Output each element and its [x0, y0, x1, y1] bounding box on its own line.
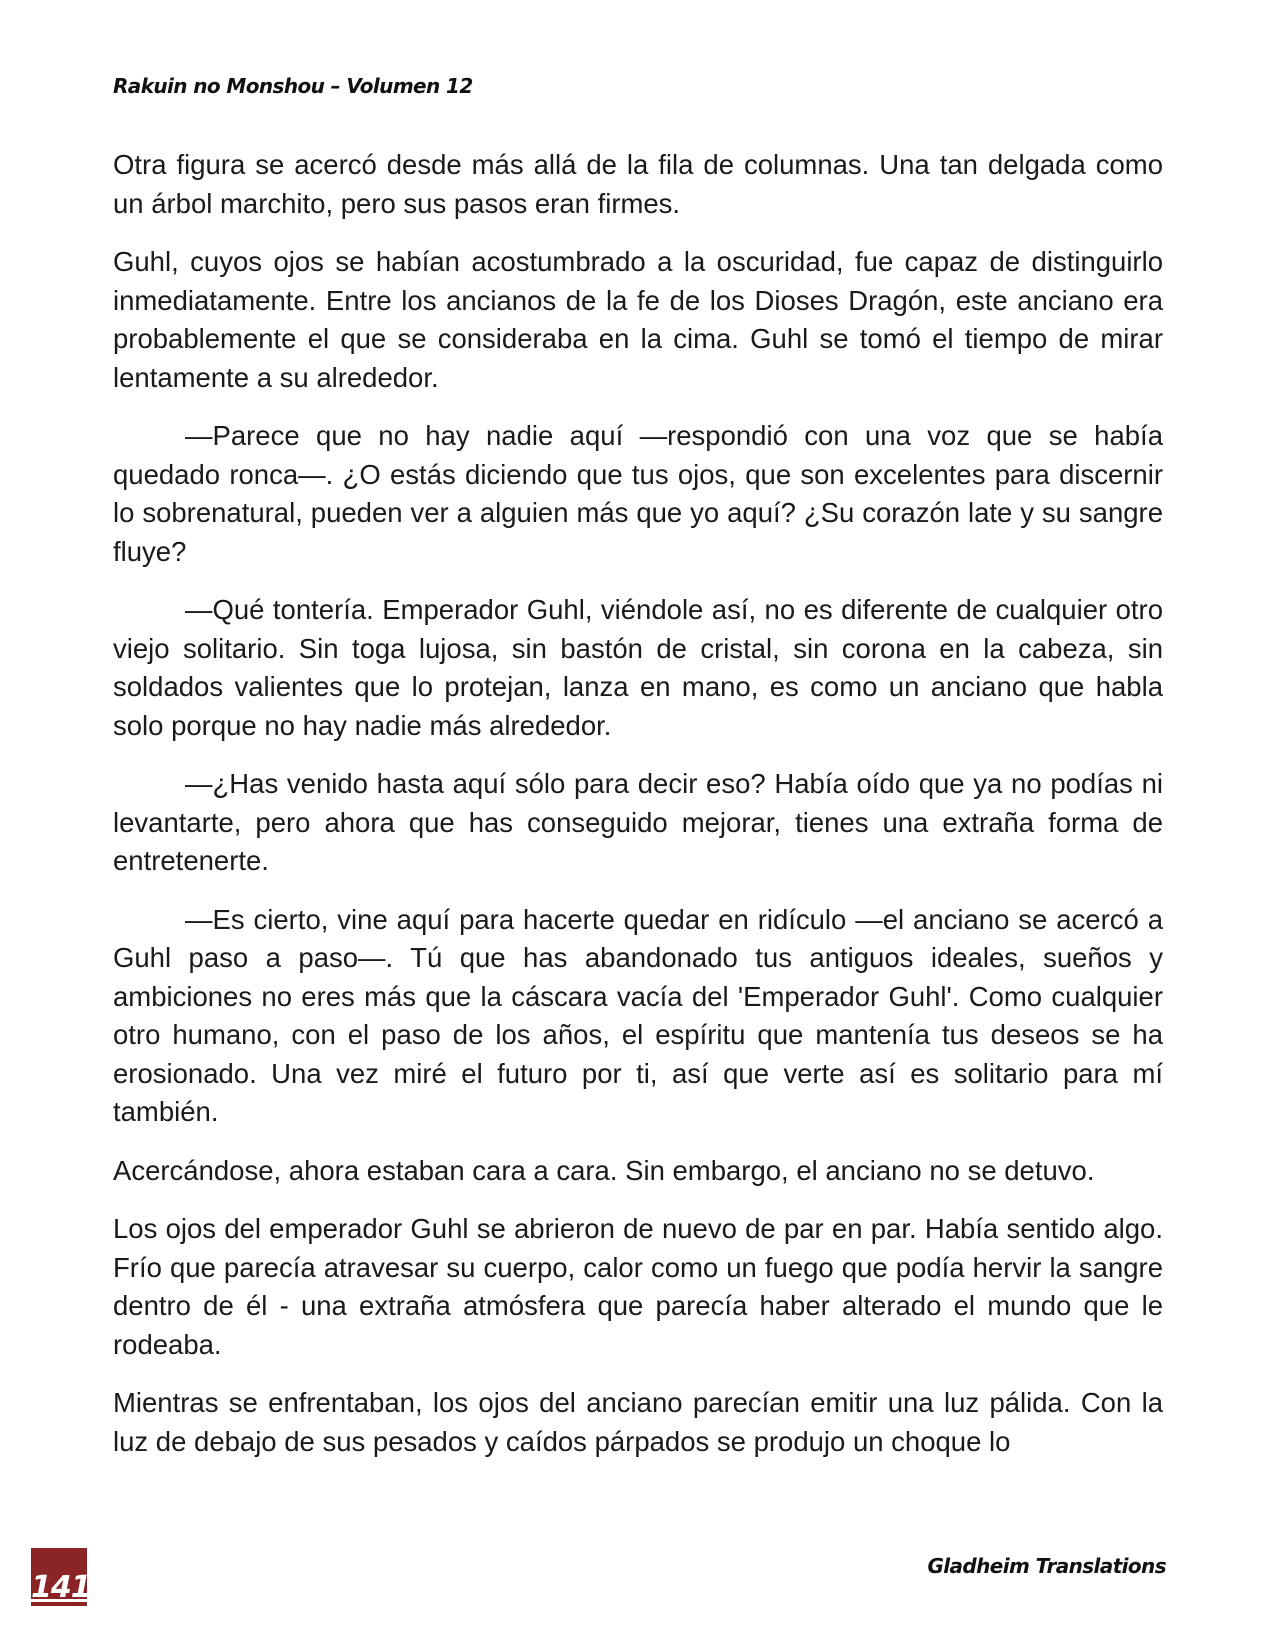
running-header: Rakuin no Monshou – Volumen 12 [113, 74, 473, 98]
dialogue-paragraph: —Parece que no hay nadie aquí —respondió con una voz que se había quedado ronca—. ¿O estás diciendo que tus ojos, que son excelentes para discernir lo sobrenatural, pueden ver a alguien más que yo aquí? ¿Su corazón late y su sangre fluye? [113, 420, 1163, 567]
paragraph: Acercándose, ahora estaban cara a cara. Sin embargo, el anciano no se detuvo. [113, 1154, 1095, 1186]
dialogue-paragraph: —Es cierto, vine aquí para hacerte quedar en ridículo —el anciano se acercó a Guhl paso a paso—. Tú que has abandonado tus antiguos ideales, sueños y ambiciones no eres más que la cáscara vacía del 'Emperador Guhl'. Como cualquier otro humano, con el paso de los años, el espíritu que mantenía tus deseos se ha erosionado. Una vez miré el futuro por ti, así que verte así es solitario para mí también. [113, 903, 1163, 1127]
page-body [113, 146, 1163, 1481]
paragraph: Mientras se enfrentaban, los ojos del anciano parecían emitir una luz pálida. Con la luz de debajo de sus pesados y caídos párpados se produjo un choque lo [113, 1387, 1163, 1457]
dialogue-paragraph: —¿Has venido hasta aquí sólo para decir eso? Había oído que ya no podías ni levantarte, pero ahora que has conseguido mejorar, tienes una extraña forma de entretenerte. [113, 768, 1163, 876]
paragraph: Otra figura se acercó desde más allá de la fila de columnas. Una tan delgada como un árbol marchito, pero sus pasos eran firmes. [113, 149, 1163, 219]
translator-credit: Gladheim Translations [927, 1554, 1166, 1578]
paragraph: Los ojos del emperador Guhl se abrieron de nuevo de par en par. Había sentido algo. Frío que parecía atravesar su cuerpo, calor como un fuego que podía hervir la sangre dentro de él - una extraña atmósfera que parecía haber alterado el mundo que le rodeaba. [113, 1213, 1163, 1360]
page-number: 141 [31, 1570, 91, 1605]
dialogue-paragraph: —Qué tontería. Emperador Guhl, viéndole así, no es diferente de cualquier otro viejo solitario. Sin toga lujosa, sin bastón de cristal, sin corona en la cabeza, sin soldados valientes que lo protejan, lanza en mano, es como un anciano que habla solo porque no hay nadie más alrededor. [113, 594, 1163, 741]
paragraph: Guhl, cuyos ojos se habían acostumbrado a la oscuridad, fue capaz de distinguirlo inmediatamente. Entre los ancianos de la fe de los Dioses Dragón, este anciano era probablemente el que se consideraba en la cima. Guhl se tomó el tiempo de mirar lentamente a su alrededor. [113, 246, 1163, 393]
